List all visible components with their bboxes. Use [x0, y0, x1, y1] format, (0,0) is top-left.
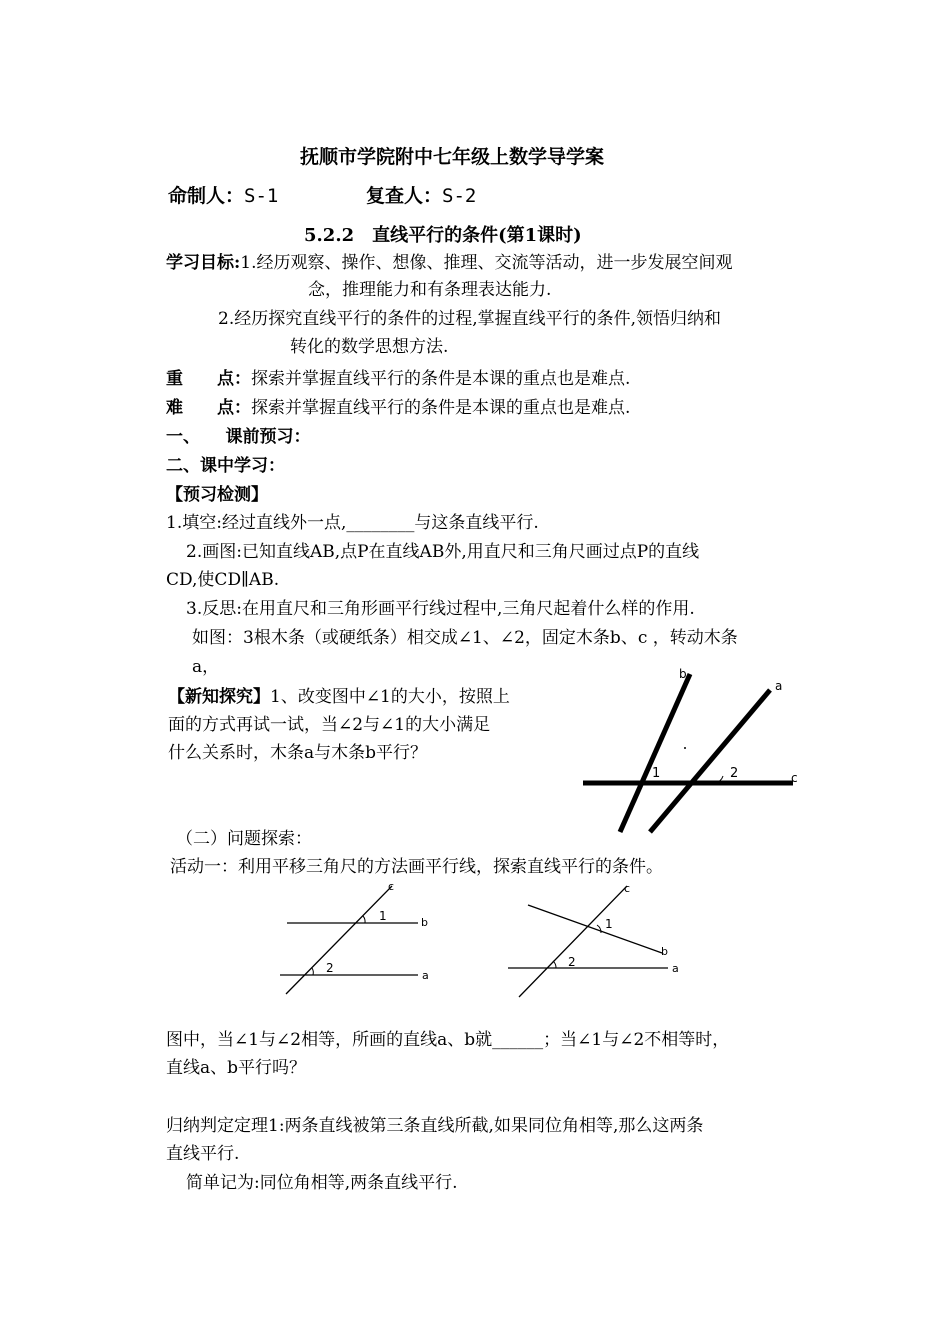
theorem-short: 简单记为:同位角相等,两条直线平行.	[186, 1173, 458, 1193]
page-title: 抚顺市学院附中七年级上数学导学案	[300, 146, 605, 168]
author-line	[168, 181, 278, 208]
label-c: c	[791, 771, 798, 785]
figure-question-blank: ______	[492, 1030, 544, 1050]
activity-one: 活动一：利用平移三角尺的方法画平行线，探索直线平行的条件。	[170, 857, 663, 877]
new-knowledge-line-1	[168, 684, 510, 710]
angle-2-arc	[553, 961, 556, 968]
stick-a	[650, 690, 770, 832]
label-angle-1: 1	[605, 917, 613, 931]
key-point-text: 探索并掌握直线平行的条件是本课的重点也是难点.	[251, 369, 631, 389]
label-angle-2: 2	[326, 961, 334, 975]
label-a: a	[672, 962, 679, 975]
goal-2-continued: 转化的数学思想方法.	[290, 337, 449, 357]
line-c	[286, 886, 392, 994]
reviewer-line	[366, 181, 476, 208]
angle-1-arc	[597, 925, 601, 933]
theorem-line-1: 归纳判定定理1:两条直线被第三条直线所截,如果同位角相等,那么这两条	[166, 1116, 704, 1136]
figure-question-suffix: ；当∠1与∠2不相等时，	[543, 1030, 730, 1050]
label-angle-2: 2	[568, 955, 576, 969]
key-point-label: 重 点：	[166, 369, 251, 389]
difficult-point-label: 难 点：	[166, 398, 251, 418]
question-2-line-2: CD,使CD∥AB.	[166, 570, 280, 590]
stray-dot	[684, 747, 686, 749]
author-value: S-1	[244, 185, 279, 207]
label-c: c	[624, 882, 631, 895]
figure-question-line-1	[166, 1027, 729, 1053]
label-a: a	[775, 679, 783, 693]
difficult-point-text: 探索并掌握直线平行的条件是本课的重点也是难点.	[251, 398, 631, 418]
parallel-figure-right	[500, 878, 695, 1003]
stick-b	[620, 674, 690, 832]
reviewer-value: S-2	[442, 185, 477, 207]
author-label: 命制人：	[168, 185, 245, 207]
question-3: 3.反思:在用直尺和三角形画平行线过程中,三角尺起着什么样的作用.	[186, 599, 695, 619]
goals-label: 学习目标:	[166, 253, 241, 273]
new-knowledge-line-2: 面的方式再试一试，当∠2与∠1的大小满足	[168, 715, 491, 735]
preview-check-heading: 【预习检测】	[166, 485, 268, 505]
sticks-figure	[575, 660, 805, 840]
exploration-heading: （二）问题探索：	[176, 829, 312, 849]
goal-1-text: 1.经历观察、操作、想像、推理、交流等活动，进一步发展空间观	[240, 253, 733, 273]
new-knowledge-text-1: 1、改变图中∠1的大小，按照上	[270, 687, 510, 707]
key-point	[166, 366, 630, 392]
new-knowledge-line-3: 什么关系时，木条a与木条b平行？	[168, 743, 428, 763]
difficult-point	[166, 395, 630, 421]
theorem-line-2: 直线平行.	[166, 1144, 240, 1164]
label-angle-1: 1	[379, 909, 387, 923]
new-knowledge-heading: 【新知探究】	[168, 687, 270, 707]
figure-question-line-2: 直线a、b平行吗？	[166, 1058, 307, 1078]
parallel-figure-left	[275, 878, 445, 1003]
figure-question-prefix: 图中，当∠1与∠2相等，所画的直线a、b就	[166, 1030, 493, 1050]
question-1-prefix: 1.填空:经过直线外一点,	[166, 513, 347, 533]
goal-2-text: 2.经历探究直线平行的条件的过程,掌握直线平行的条件,领悟归纳和	[218, 309, 722, 329]
label-b: b	[421, 916, 428, 929]
angle-2-arc	[312, 968, 313, 975]
figure-intro-line-1: 如图：3根木条（或硬纸条）相交成∠1、∠2，固定木条b、c ，转动木条	[192, 628, 738, 648]
question-2-line-1: 2.画图:已知直线AB,点P在直线AB外,用直尺和三角尺画过点P的直线	[186, 542, 700, 562]
question-1	[166, 510, 539, 536]
label-c: c	[388, 880, 395, 893]
lesson-title: 5.2.2 直线平行的条件(第1课时)	[304, 225, 582, 246]
label-angle-2: 2	[730, 766, 739, 781]
line-c	[519, 886, 627, 997]
reviewer-label: 复查人：	[366, 185, 443, 207]
figure-intro-line-2: a，	[192, 657, 220, 677]
angle-1-arc	[363, 916, 365, 923]
label-b: b	[679, 667, 687, 681]
goal-1-continued: 念，推理能力和有条理表达能力.	[308, 280, 552, 300]
section-one-heading: 一、 课前预习：	[166, 427, 311, 447]
label-angle-1: 1	[652, 766, 661, 781]
question-1-suffix: 与这条直线平行.	[414, 513, 539, 533]
label-b: b	[661, 945, 668, 958]
section-two-heading: 二、课中学习：	[166, 456, 285, 476]
label-a: a	[422, 969, 429, 982]
line-b	[528, 905, 662, 953]
goals-line-1	[166, 250, 733, 276]
question-1-blank: ________	[346, 513, 415, 533]
